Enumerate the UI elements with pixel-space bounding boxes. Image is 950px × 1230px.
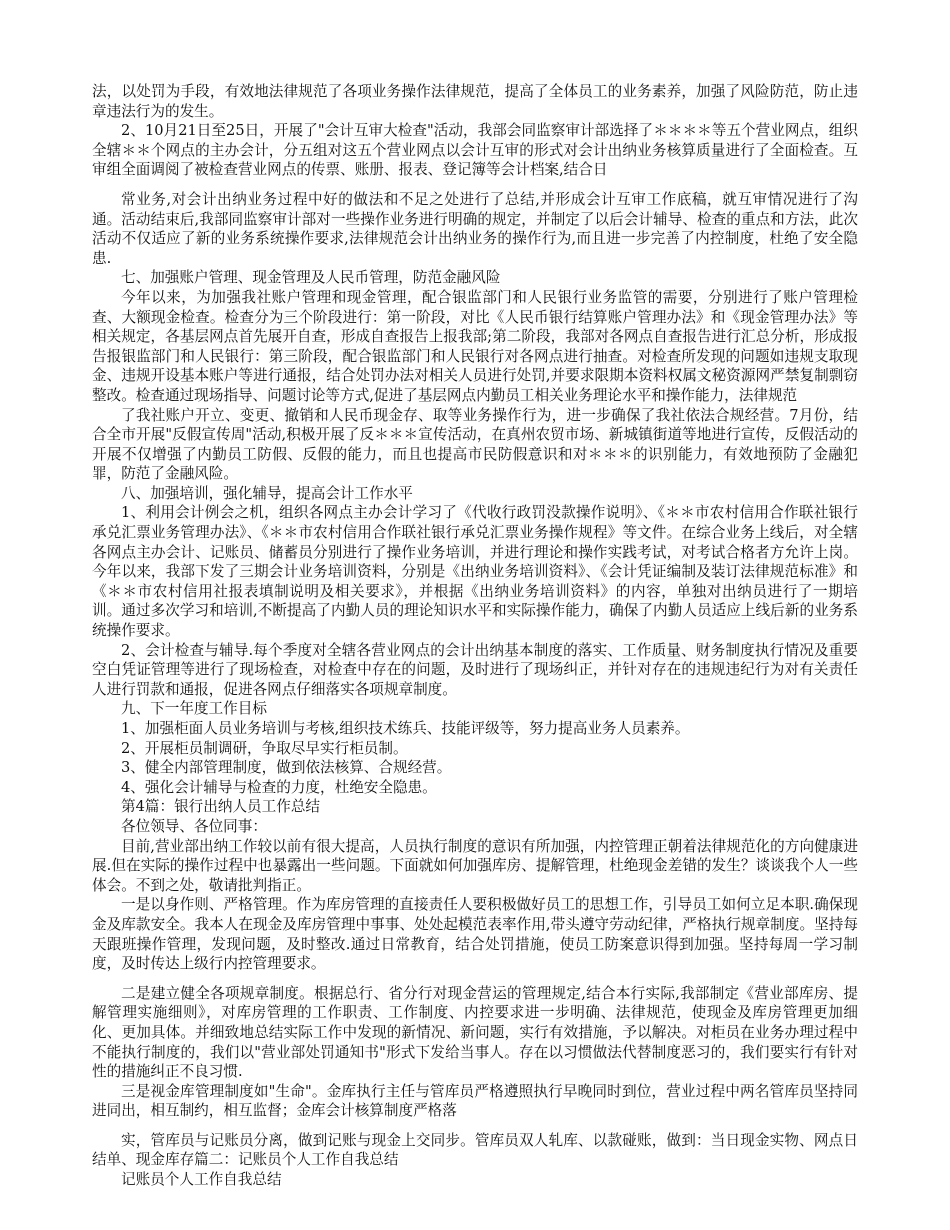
section-heading-training: 八、加强培训，强化辅导，提高会计工作水平 <box>121 484 413 502</box>
paragraph-training-sessions: 1、利用会计例会之机，组织各网点主办会计学习了《代收行政罚没款操作说明》、《＊＊市农村信用合作联社银行承兑汇票业务管理办法》、《＊＊市农村信用合作联社银行承兑汇票业务操作规程》等文件。在综合业务上线后，对全辖各网点主办会计、记账员、储蓄员分别进行了操作业务培训，并进行理论和操作实践考试，对考试合格者方允许上岗。今年以来，我部下发了三期会计业务培训资料，分别是《出纳业务培训资料》、《会计凭证编制及装订法律规范标准》和《＊＊市农村信用社报表填制说明及相关要求》，并根据《出纳业务培训资料》的内容，单独对出纳员进行了一期培训。通过多次学习和培训,不断提高了内勤人员的理论知识水平和实际操作能力，确保了内勤人员适应上线后新的业务系统操作要求。 <box>92 504 858 640</box>
goal-item: 1、加强柜面人员业务培训与考核,组织技术练兵、技能评级等，努力提高业务人员素养。 <box>121 720 690 737</box>
paragraph-inspection-guidance: 2、会计检查与辅导.每个季度对全辖各营业网点的会计出纳基本制度的落实、工作质量、财务制度执行情况及重要空白凭证管理等进行了现场检查，对检查中存在的问题，及时进行了现场纠正，并针对存在的违规违纪行为对有关责任人进行罚款和通报，促进各网点仔细落实各项规章制度。 <box>92 641 858 698</box>
paragraph-audit-results: 常业务,对会计出纳业务过程中好的做法和不足之处进行了总结,并形成会计互审工作底稿，就互审情况进行了沟通。活动结束后,我部同监察审计部对一些操作业务进行明确的规定，并制定了以后会计辅导、检查的重点和方法，此次活动不仅适应了新的业务系统操作要求,法律规范会计出纳业务的操作行为,而且进一步完善了内控制度，杜绝了安全隐患. <box>92 190 858 267</box>
article-title-cashier-summary: 第4篇：银行出纳人员工作总结 <box>121 798 321 816</box>
section-heading-next-year-goals: 九、下一年度工作目标 <box>121 700 267 718</box>
closing-title-bookkeeper-summary: 记账员个人工作自我总结 <box>121 1171 282 1189</box>
paragraph-anti-counterfeit: 了我社账户开立、变更、撤销和人民币现金存、取等业务操作行为，进一步确保了我社依法合规经营。7月份，结合全市开展"反假宣传周"活动,积极开展了反＊＊＊宣传活动，在真州农贸市场、新城镇街道等地进行宣传，反假活动的开展不仅增强了内勤员工防假、反假的能力，而且也提高市民防假意识和对＊＊＊的识别能力，有效地预防了金融犯罪，防范了金融风险。 <box>92 406 858 483</box>
section-heading-account-management: 七、加强账户管理、现金管理及人民币管理，防范金融风险 <box>121 269 501 287</box>
paragraph-account-inspection: 今年以来，为加强我社账户管理和现金管理，配合银监部门和人民银行业务监管的需要，分别进行了账户管理检查、大额现金检查。检查分为三个阶段进行：第一阶段，对比《人民币银行结算账户管理办法》和《现金管理办法》等相关规定，各基层网点首先展开自查，形成自查报告上报我部;第二阶段，我部对各网点自查报告进行汇总分析，形成报告报银监部门和人民银行：第三阶段，配合银监部门和人民银行对各网点进行抽查。对检查所发现的问题如违规支取现金、违规开设基本账户等进行通报，结合处罚办法对相关人员进行处罚,并要求限期本资料权属文秘资源网严禁复制剽窃整改。检查通过现场指导、问题讨论等方式,促进了基层网点内勤员工相关业务理论水平和操作能力，法律规范 <box>92 288 858 404</box>
salutation: 各位领导、各位同事： <box>121 817 267 835</box>
goal-item: 4、强化会计辅导与检查的力度，杜绝安全隐患。 <box>121 778 437 796</box>
paragraph-vault-management: 三是视金库管理制度如"生命"。金库执行主任与管库员严格遵照执行早晚同时到位，营业过程中两名管库员坚持同进同出，相互制约，相互监督；金库会计核算制度严格落 <box>92 1082 858 1120</box>
goal-item: 2、开展柜员制调研，争取尽早实行柜员制。 <box>121 739 408 757</box>
paragraph-mutual-audit: 2、10月21日至25日，开展了"会计互审大检查"活动，我部会同监察审计部选择了＊＊＊＊等五个营业网点，组织全辖＊＊个网点的主办会计，分五组对这五个营业网点以会计互审的形式对会计出纳业务核算质量进行了全面检查。互审组全面调阅了被检查营业网点的传票、账册、报表、登记簿等会计档案,结合日 <box>92 122 858 179</box>
paragraph-introduction: 目前,营业部出纳工作较以前有很大提高，人员执行制度的意识有所加强，内控管理正朝着法律规范化的方向健康进展.但在实际的操作过程中也暴露出一些问题。下面就如何加强库房、提解管理，杜绝现金差错的发生？谈谈我个人一些体会。不到之处，敬请批判指正。 <box>92 837 858 894</box>
paragraph-rules-system: 二是建立健全各项规章制度。根据总行、省分行对现金营运的管理规定,结合本行实际,我部制定《营业部库房、提解管理实施细则》，对库房管理的工作职责、工作制度、内控要求进一步明确、法律规范，使现金及库房管理更加细化、更加具体。并细致地总结实际工作中发现的新情况、新问题，实行有效措施，予以解决。对柜员在业务办理过程中不能执行制度的，我们以"营业部处罚通知书"形式下发给当事人。存在以习惯做法代替制度恶习的，我们要实行有针对性的措施纠正不良习惯. <box>92 984 858 1081</box>
paragraph-lead-by-example: 一是以身作则、严格管理。作为库房管理的直接责任人要积极做好员工的思想工作，引导员工如何立足本职.确保现金及库款安全。我本人在现金及库房管理中事事、处处起模范表率作用,带头遵守劳动纪律，严格执行规章制度。坚持每天跟班操作管理，发现问题，及时整改.通过日常教育，结合处罚措施，使员工防案意识得到加强。坚持每周一学习制度，及时传达上级行内控管理要求。 <box>92 896 858 973</box>
goal-item: 3、健全内部管理制度，做到依法核算、合规经营。 <box>121 759 452 777</box>
paragraph-vault-procedures: 实，管库员与记账员分离，做到记账与现金上交同步。管库员双人轧库、以款碰账，做到：当日现金实物、网点日结单、现金库存篇二：记账员个人工作自我总结 <box>92 1131 858 1169</box>
paragraph-penalty-summary: 法，以处罚为手段，有效地法律规范了各项业务操作法律规范，提高了全体员工的业务素养，加强了风险防范，防止违章违法行为的发生。 <box>92 83 858 120</box>
